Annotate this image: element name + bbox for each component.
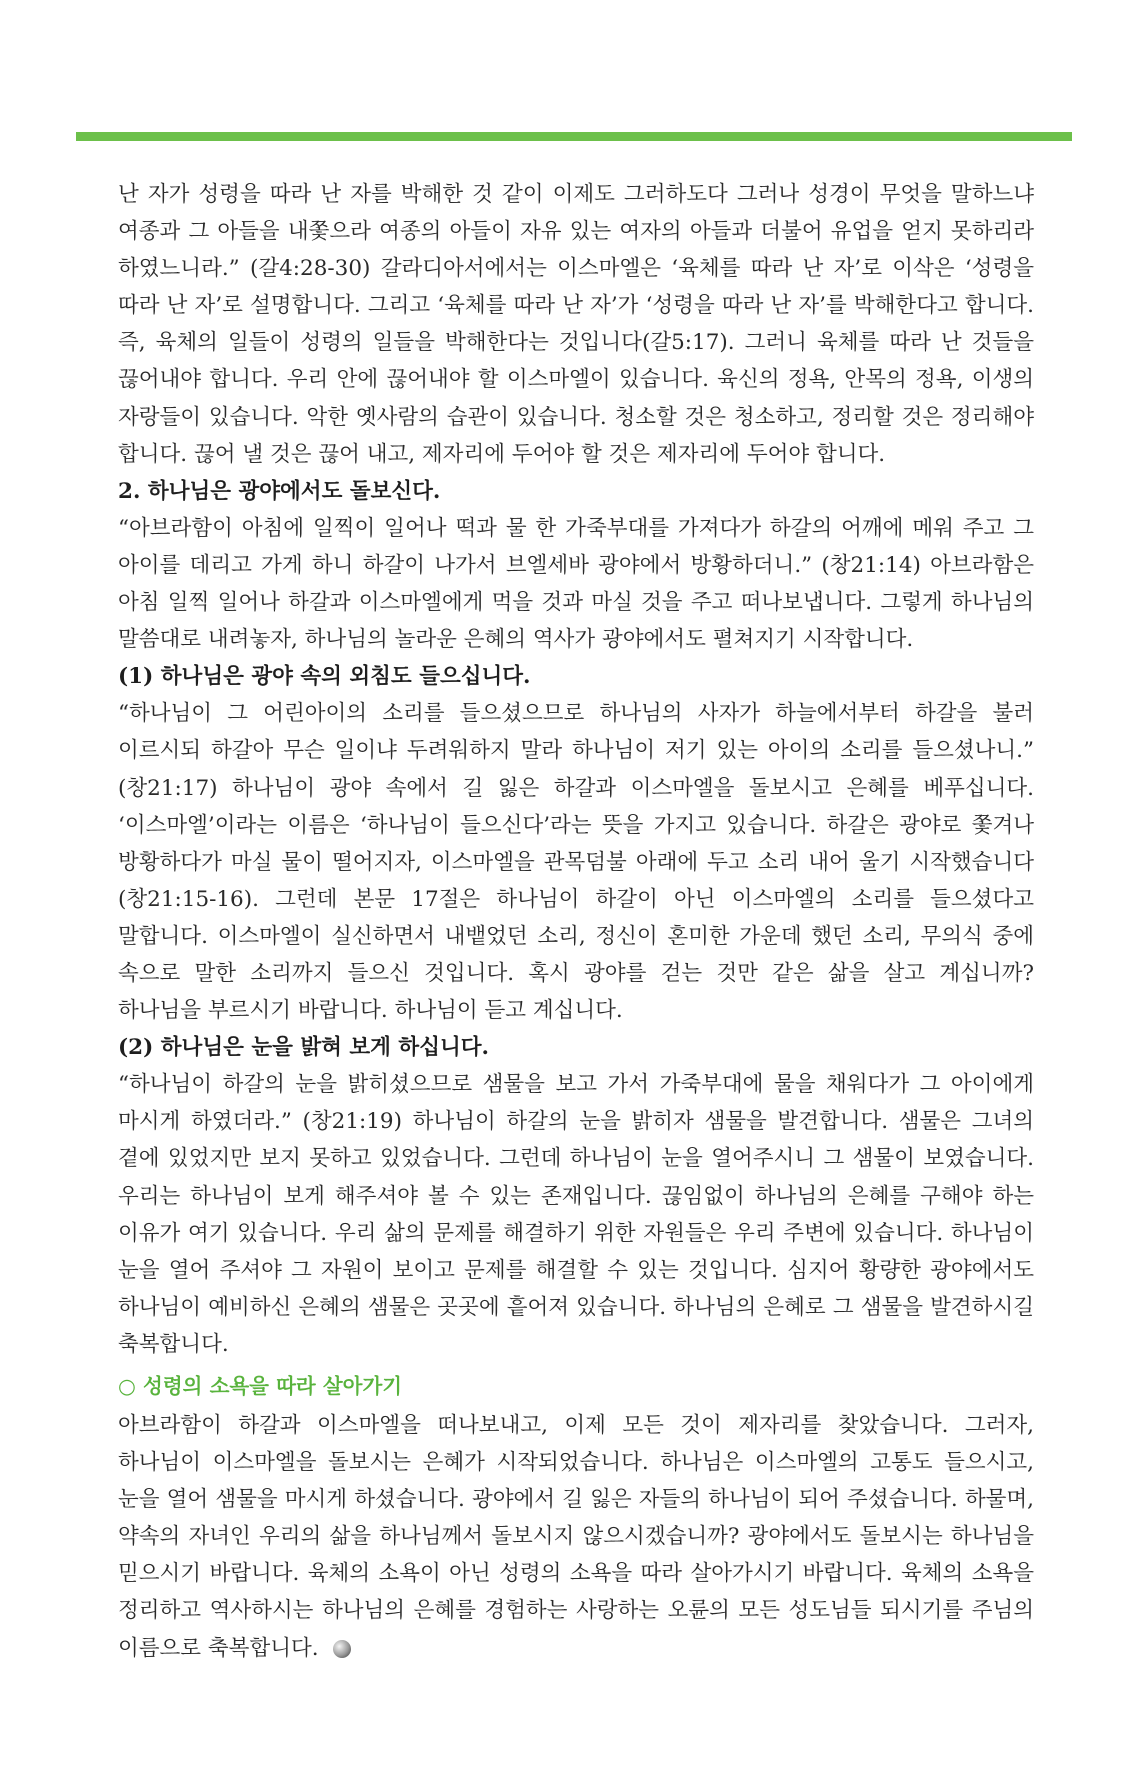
paragraph-conclusion [118,1407,1034,1667]
page-content [118,176,1034,1667]
paragraph-2-1: “하나님이 그 어린아이의 소리를 들으셨으므로 하나님의 사자가 하늘에서부터 하갈을 불러 이르시되 하갈아 무슨 일이냐 두려워하지 말라 하나님이 저기 있는 아이의 소리를 들으셨나니.” (창21:17) 하나님이 광야 속에서 길 잃은 하갈과 이스마엘을 돌보시고 은혜를 베푸십니다. ‘이스마엘’이라는 이름은 ‘하나님이 들으신다’라는 뜻을 가지고 있습니다. 하갈은 광야로 쫓겨나 방황하다가 마실 물이 떨어지자, 이스마엘을 관목덤불 아래에 두고 소리 내어 울기 시작했습니다(창21:15-16). 그런데 본문 17절은 하나님이 하갈이 아닌 이스마엘의 소리를 들으셨다고 말합니다. 이스마엘이 실신하면서 내뱉었던 소리, 정신이 혼미한 가운데 했던 소리, 무의식 중에 속으로 말한 소리까지 들으신 것입니다. 혹시 광야를 걷는 것만 같은 삶을 살고 계십니까? 하나님을 부르시기 바랍니다. 하나님이 듣고 계십니다. [118,701,1034,1024]
paragraph-continuation: 난 자가 성령을 따라 난 자를 박해한 것 같이 이제도 그러하도다 그러나 성경이 무엇을 말하느냐 여종과 그 아들을 내쫓으라 여종의 아들이 자유 있는 여자의 아들과 더불어 유업을 얻지 못하리라 하였느니라.” (갈4:28-30) 갈라디아서에서는 이스마엘은 ‘육체를 따라 난 자’로 이삭은 ‘성령을 따라 난 자’로 설명합니다. 그리고 ‘육체를 따라 난 자’가 ‘성령을 따라 난 자’를 박해한다고 합니다. 즉, 육체의 일들이 성령의 일들을 박해한다는 것입니다(갈5:17). 그러니 육체를 따라 난 것들을 끊어내야 합니다. 우리 안에 끊어내야 할 이스마엘이 있습니다. 육신의 정욕, 안목의 정욕, 이생의 자랑들이 있습니다. 악한 옛사람의 습관이 있습니다. 청소할 것은 청소하고, 정리할 것은 정리해야 합니다. 끊어 낼 것은 끊어 내고, 제자리에 두어야 할 것은 제자리에 두어야 합니다. [118,182,1034,467]
conclusion-text: 아브라함이 하갈과 이스마엘을 떠나보내고, 이제 모든 것이 제자리를 찾았습니다. 그러자, 하나님이 이스마엘을 돌보시는 은혜가 시작되었습니다. 하나님은 이스마엘의 고통도 들으시고, 눈을 열어 샘물을 마시게 하셨습니다. 광야에서 길 잃은 자들의 하나님이 되어 주셨습니다. 하물며, 약속의 자녀인 우리의 삶을 하나님께서 돌보시지 않으시겠습니까? 광야에서도 돌보시는 하나님을 믿으시기 바랍니다. 육체의 소욕이 아닌 성령의 소욕을 따라 살아가시기 바랍니다. 육체의 소욕을 정리하고 역사하시는 하나님의 은혜를 경험하는 사랑하는 오륜의 모든 성도님들 되시기를 주님의 이름으로 축복합니다. [118,1413,1034,1661]
subheading-2-2: (2) 하나님은 눈을 밝혀 보게 하십니다. [118,1035,489,1061]
paragraph-section-2-intro: “아브라함이 아침에 일찍이 일어나 떡과 물 한 가죽부대를 가져다가 하갈의 어깨에 메워 주고 그 아이를 데리고 가게 하니 하갈이 나가서 브엘세바 광야에서 방황하더니.” (창21:14) 아브라함은 아침 일찍 일어나 하갈과 이스마엘에게 먹을 것과 마실 것을 주고 떠나보냅니다. 그렇게 하나님의 말씀대로 내려놓자, 하나님의 놀라운 은혜의 역사가 광야에서도 펼쳐지기 시작합니다. [118,515,1034,653]
subheading-2-1: (1) 하나님은 광야 속의 외침도 들으십니다. [118,664,531,690]
paragraph-2-2: “하나님이 하갈의 눈을 밝히셨으므로 샘물을 보고 가서 가죽부대에 물을 채워다가 그 아이에게 마시게 하였더라.” (창21:19) 하나님이 하갈의 눈을 밝히자 샘물을 발견합니다. 샘물은 그녀의 곁에 있었지만 보지 못하고 있었습니다. 그런데 하나님이 눈을 열어주시니 그 샘물이 보였습니다. 우리는 하나님이 보게 해주셔야 볼 수 있는 존재입니다. 끊임없이 하나님의 은혜를 구해야 하는 이유가 여기 있습니다. 우리 삶의 문제를 해결하기 위한 자원들은 우리 주변에 있습니다. 하나님이 눈을 열어 주셔야 그 자원이 보이고 문제를 해결할 수 있는 것입니다. 심지어 황량한 광야에서도 하나님이 예비하신 은혜의 샘물은 곳곳에 흩어져 있습니다. 하나님의 은혜로 그 샘물을 발견하시길 축복합니다. [118,1072,1034,1357]
end-circle-icon [333,1640,351,1658]
section-heading-2: 2. 하나님은 광야에서도 돌보신다. [118,478,441,504]
top-green-rule [76,132,1072,141]
section-heading-conclusion: ○ 성령의 소욕을 따라 살아가기 [118,1374,403,1398]
